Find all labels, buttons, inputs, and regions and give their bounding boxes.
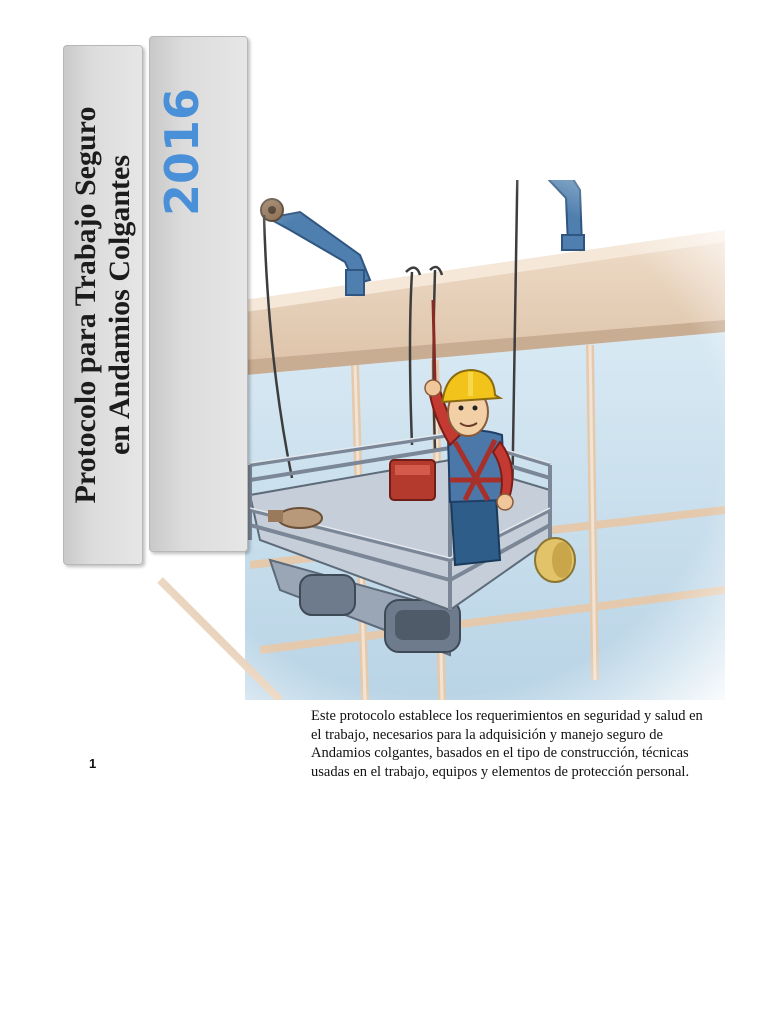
title-card [63,45,143,565]
document-title [69,55,137,555]
year-label: 2016 [155,87,209,217]
page-number: 1 [89,756,97,771]
title-line-2: en Andamios Colgantes [103,154,136,456]
year-card [149,36,248,552]
title-line-1: Protocolo para Trabajo Seguro [69,106,102,504]
protocol-description: Este protocolo establece los requerimientos en seguridad y salud en el trabajo, necesarios para la adquisición y manejo seguro de Andamios colgantes, basados en el tipo de construcción, técnicas usadas en el trabajo, equipos y elementos de protección personal. [311,708,703,780]
